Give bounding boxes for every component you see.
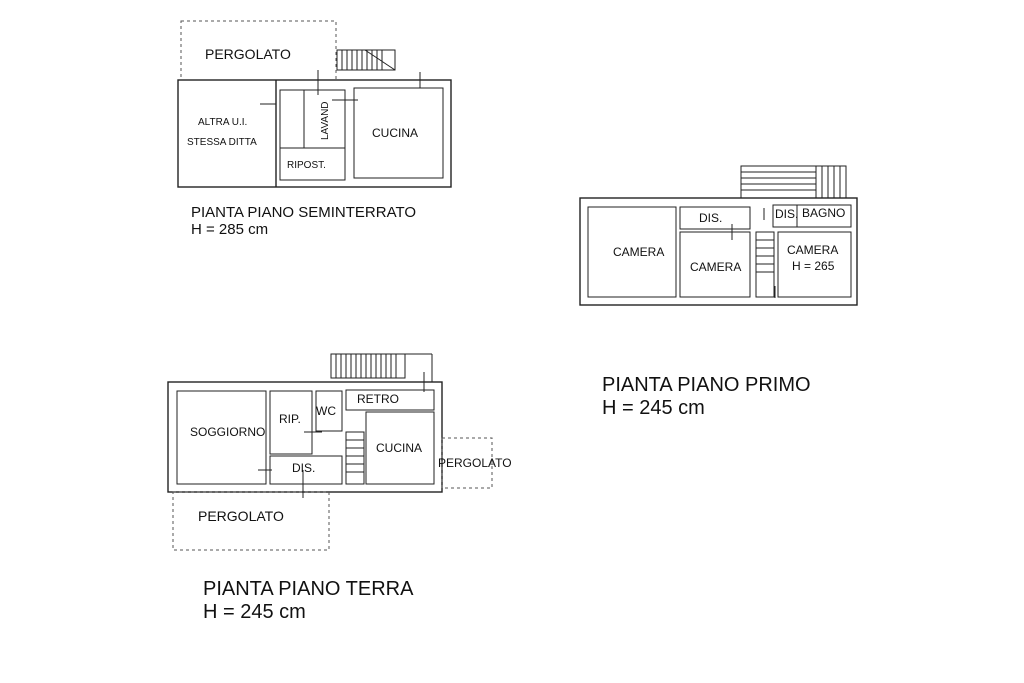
plan-height: H = 285 cm bbox=[191, 221, 269, 239]
room-camera-3-height: H = 265 bbox=[792, 259, 835, 273]
room-camera-2: CAMERA bbox=[690, 260, 742, 274]
inner-stair bbox=[346, 432, 364, 484]
title-primo bbox=[602, 374, 811, 420]
room-cucina: CUCINA bbox=[376, 441, 423, 455]
inner-stair bbox=[756, 232, 774, 297]
plan-title: PIANTA PIANO SEMINTERRATO bbox=[191, 204, 417, 221]
room-ripost: RIPOST. bbox=[287, 160, 326, 171]
external-stair bbox=[337, 50, 395, 70]
room-pergolato-side: PERGOLATO bbox=[438, 456, 512, 470]
plan-seminterrato bbox=[178, 21, 451, 187]
room-cucina: CUCINA bbox=[372, 126, 419, 140]
room-camera-1: CAMERA bbox=[613, 245, 665, 259]
room-pergolato: PERGOLATO bbox=[205, 46, 291, 62]
room-camera-3: CAMERA bbox=[787, 243, 839, 257]
room-altra-ui: ALTRA U.I. bbox=[198, 117, 248, 128]
plan-title: PIANTA PIANO TERRA bbox=[203, 578, 414, 600]
plan-height: H = 245 cm bbox=[203, 601, 306, 623]
balcony-stair bbox=[741, 166, 846, 198]
room-altra-ui-stessa-ditta: STESSA DITTA bbox=[187, 137, 257, 148]
plan-primo bbox=[580, 166, 857, 305]
title-seminterrato bbox=[191, 204, 416, 239]
room-lavand: LAVAND bbox=[320, 101, 331, 140]
plan-height: H = 245 cm bbox=[602, 397, 705, 419]
room-dis-2: DIS. bbox=[775, 207, 799, 221]
plan-terra bbox=[168, 354, 512, 550]
room-dis: DIS. bbox=[292, 461, 316, 475]
room-retro: RETRO bbox=[357, 392, 399, 406]
room-bagno: BAGNO bbox=[802, 206, 846, 220]
room-wc: WC bbox=[316, 404, 336, 418]
room-soggiorno: SOGGIORNO bbox=[190, 425, 266, 439]
room-dis-1: DIS. bbox=[699, 211, 723, 225]
room-rip: RIP. bbox=[279, 412, 301, 426]
title-terra bbox=[203, 578, 413, 624]
external-stair bbox=[331, 354, 432, 382]
room-pergolato-bottom: PERGOLATO bbox=[198, 508, 284, 524]
plan-title: PIANTA PIANO PRIMO bbox=[602, 374, 811, 396]
